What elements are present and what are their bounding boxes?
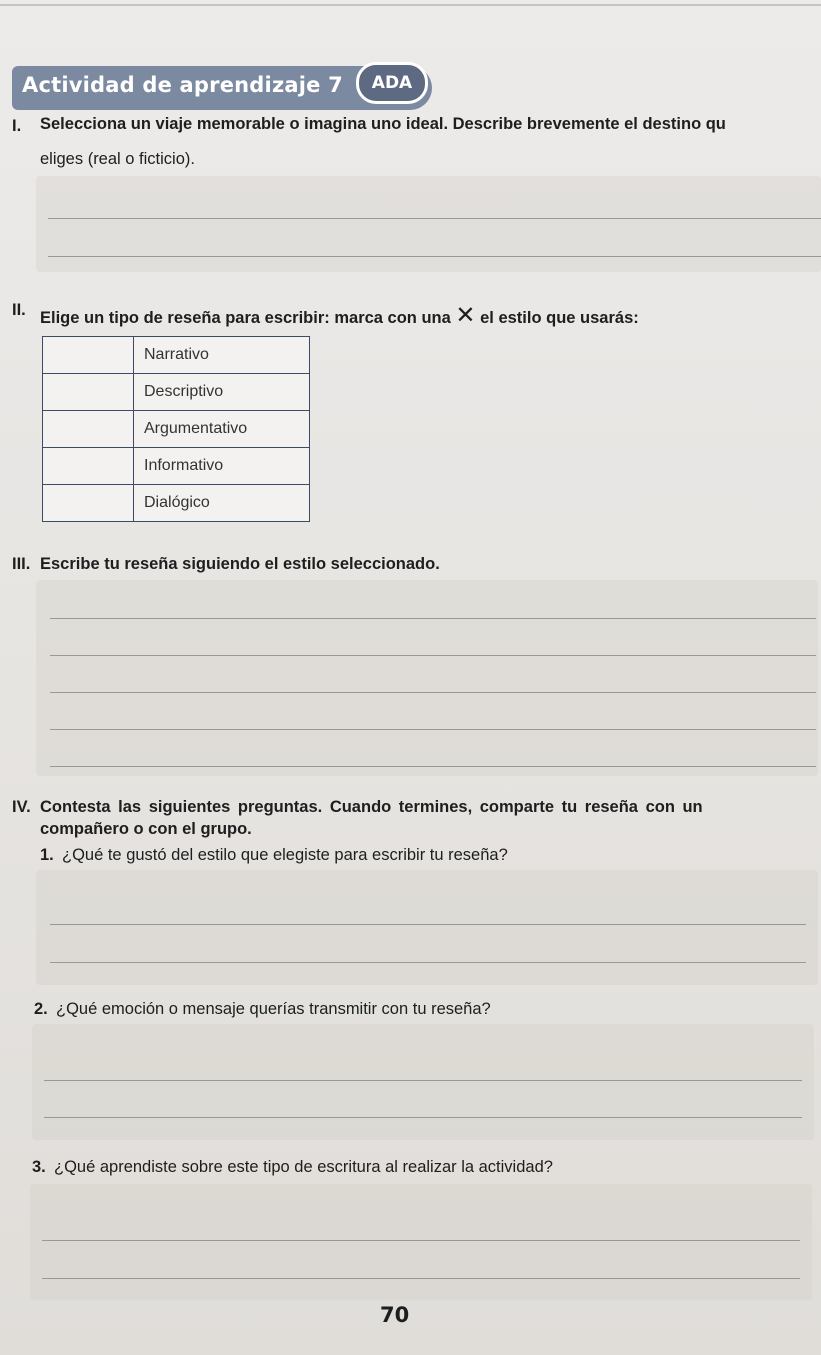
answer-line	[50, 924, 806, 925]
section-3-instruction: Escribe tu reseña siguiendo el estilo seleccionado.	[40, 555, 440, 573]
style-checkbox-descriptivo[interactable]	[43, 374, 134, 411]
style-row	[43, 448, 310, 485]
question-1-text: ¿Qué te gustó del estilo que elegiste para escribir tu reseña?	[62, 846, 508, 864]
section-1-instruction: Selecciona un viaje memorable o imagina uno ideal. Describe brevemente el destino qu	[40, 115, 726, 133]
section-4-instruction-cont: compañero o con el grupo.	[40, 820, 252, 838]
answer-line	[44, 1080, 802, 1081]
question-3-number: 3.	[32, 1158, 46, 1176]
answer-line	[50, 692, 816, 693]
style-row	[43, 374, 310, 411]
style-checkbox-narrativo[interactable]	[43, 337, 134, 374]
x-mark-icon: ✕	[455, 302, 476, 329]
section-2-instruction	[40, 301, 639, 330]
answer-line	[50, 729, 816, 730]
style-checkbox-argumentativo[interactable]	[43, 411, 134, 448]
answer-line	[48, 256, 821, 257]
answer-line	[50, 655, 816, 656]
style-checkbox-dialogico[interactable]	[43, 485, 134, 522]
section-2-text-before: Elige un tipo de reseña para escribir: marca con una	[40, 309, 451, 327]
style-label: Argumentativo	[134, 411, 310, 448]
section-1-answer-area[interactable]	[36, 176, 821, 272]
section-3-numeral: III.	[12, 555, 31, 573]
style-checkbox-informativo[interactable]	[43, 448, 134, 485]
answer-line	[42, 1240, 800, 1241]
answer-line	[50, 618, 816, 619]
style-label: Informativo	[134, 448, 310, 485]
question-3-text: ¿Qué aprendiste sobre este tipo de escritura al realizar la actividad?	[54, 1158, 553, 1176]
style-label: Dialógico	[134, 485, 310, 522]
section-1-instruction-cont: eliges (real o ficticio).	[40, 150, 195, 168]
style-label: Narrativo	[134, 337, 310, 374]
style-row	[43, 411, 310, 448]
style-label: Descriptivo	[134, 374, 310, 411]
section-4-numeral: IV.	[12, 798, 31, 816]
answer-line	[50, 962, 806, 963]
activity-title: Actividad de aprendizaje 7	[22, 73, 343, 97]
answer-line	[48, 218, 821, 219]
section-1-numeral: I.	[12, 117, 22, 135]
question-3-answer-area[interactable]	[30, 1184, 812, 1300]
section-3-answer-area[interactable]	[36, 580, 818, 776]
question-2-answer-area[interactable]	[32, 1024, 814, 1140]
top-rule	[0, 4, 821, 6]
style-row	[43, 337, 310, 374]
style-row	[43, 485, 310, 522]
question-1-number: 1.	[40, 846, 54, 864]
review-style-table	[42, 336, 310, 522]
ada-badge: ADA	[356, 62, 428, 104]
question-2-number: 2.	[34, 1000, 48, 1018]
section-2-numeral: II.	[12, 301, 26, 319]
answer-line	[44, 1117, 802, 1118]
answer-line	[50, 766, 816, 767]
section-2-text-after: el estilo que usarás:	[480, 309, 639, 327]
page-number: 70	[380, 1303, 410, 1327]
question-1-answer-area[interactable]	[36, 870, 818, 985]
section-4-instruction: Contesta las siguientes preguntas. Cuando termines, comparte tu reseña con un	[40, 798, 703, 816]
question-2-text: ¿Qué emoción o mensaje querías transmitir con tu reseña?	[56, 1000, 491, 1018]
answer-line	[42, 1278, 800, 1279]
